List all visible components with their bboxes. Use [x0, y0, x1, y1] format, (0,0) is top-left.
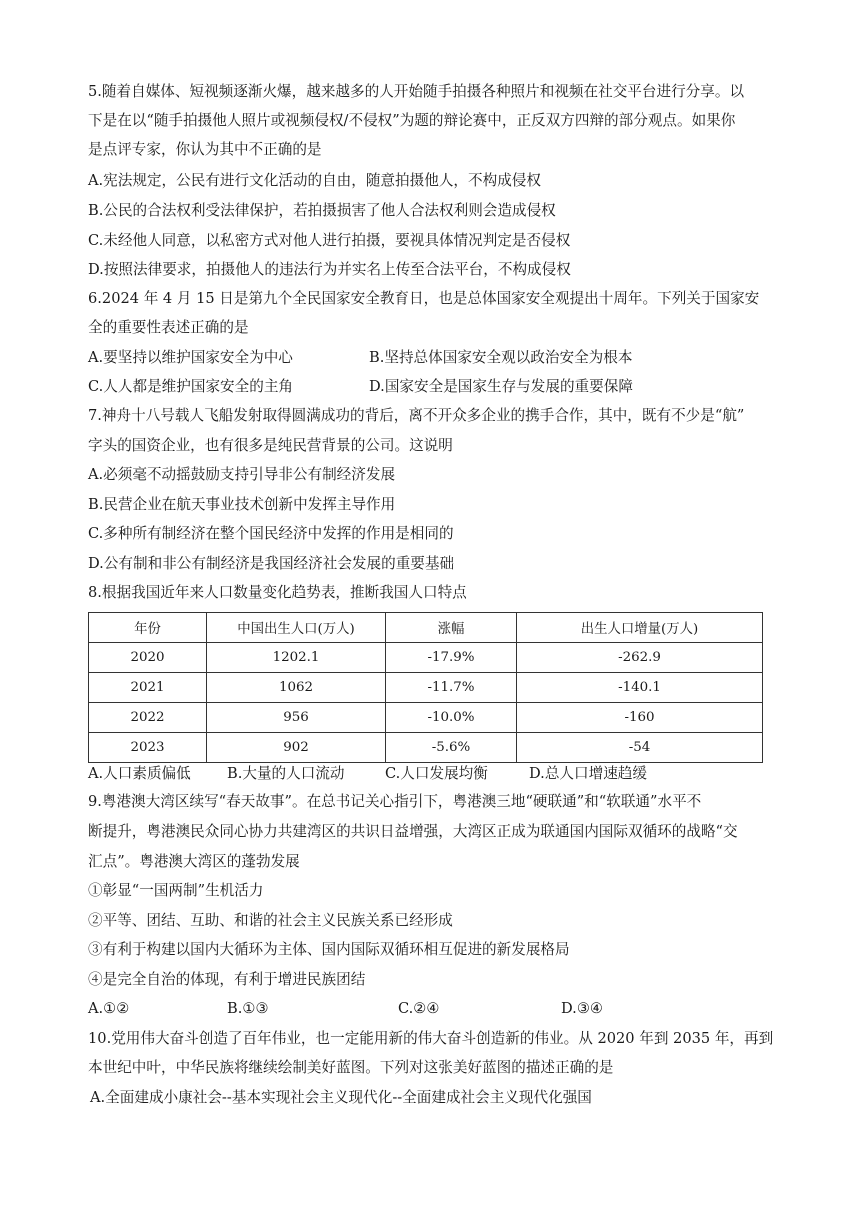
- cell-births: 902: [207, 733, 386, 763]
- q9-option-d: D.③④: [561, 1000, 603, 1017]
- q6-stem-line-1: 6.2024 年 4 月 15 日是第九个全民国家安全教育日，也是总体国家安全观提出十周年。下列关于国家安: [88, 290, 760, 307]
- cell-increment: -54: [517, 733, 763, 763]
- cell-increment: -140.1: [517, 673, 763, 703]
- population-table: [88, 612, 763, 763]
- q9-stem-line-1: 9.粤港澳大湾区续写“春天故事”。在总书记关心指引下，粤港澳三地“硬联通”和“软联通”水平不: [88, 793, 702, 810]
- q5-stem-line-3: 是点评专家，你认为其中不正确的是: [88, 141, 322, 158]
- q9-stem-line-3: 汇点”。粤港澳大湾区的蓬勃发展: [88, 853, 300, 870]
- q9-item-1: ①彰显“一国两制”生机活力: [88, 882, 264, 899]
- q5-option-b: B.公民的合法权利受法律保护，若拍摄损害了他人合法权利则会造成侵权: [88, 202, 556, 219]
- q9-item-2: ②平等、团结、互助、和谐的社会主义民族关系已经形成: [88, 912, 453, 929]
- cell-births: 1202.1: [207, 643, 386, 673]
- q7-option-c: C.多种所有制经济在整个国民经济中发挥的作用是相同的: [88, 525, 454, 542]
- cell-change: -5.6%: [386, 733, 517, 763]
- q9-option-c: C.②④: [398, 1000, 440, 1017]
- cell-births: 1062: [207, 673, 386, 703]
- q6-option-b: B.坚持总体国家安全观以政治安全为根本: [369, 349, 633, 366]
- cell-increment: -160: [517, 703, 763, 733]
- table-row: [89, 673, 763, 703]
- q9-option-a: A.①②: [88, 1000, 130, 1017]
- table-row: [89, 703, 763, 733]
- header-births: 中国出生人口(万人): [207, 613, 386, 643]
- q7-option-a: A.必须毫不动摇鼓励支持引导非公有制经济发展: [88, 466, 396, 483]
- header-increment: 出生人口增量(万人): [517, 613, 763, 643]
- q7-option-b: B.民营企业在航天事业技术创新中发挥主导作用: [88, 496, 396, 513]
- q5-option-d: D.按照法律要求，拍摄他人的违法行为并实名上传至合法平台，不构成侵权: [88, 261, 571, 278]
- header-change: 涨幅: [386, 613, 517, 643]
- q6-option-a: A.要坚持以维护国家安全为中心: [88, 349, 293, 366]
- cell-change: -10.0%: [386, 703, 517, 733]
- q5-stem-line-2: 下是在以“随手拍摄他人照片或视频侵权/不侵权”为题的辩论赛中，正反双方四辩的部分观点。如果你: [88, 112, 736, 129]
- q7-stem-line-2: 字头的国资企业，也有很多是纯民营背景的公司。这说明: [88, 437, 453, 454]
- cell-births: 956: [207, 703, 386, 733]
- q8-option-b: B.大量的人口流动: [227, 765, 345, 782]
- q6-stem-line-2: 全的重要性表述正确的是: [88, 319, 249, 336]
- q9-stem-line-2: 断提升，粤港澳民众同心协力共建湾区的共识日益增强，大湾区正成为联通国内国际双循环的战略“交: [88, 823, 738, 840]
- cell-year: 2021: [89, 673, 207, 703]
- q5-option-c: C.未经他人同意，以私密方式对他人进行拍摄，要视具体情况判定是否侵权: [88, 232, 571, 249]
- header-year: 年份: [89, 613, 207, 643]
- table-header-row: [89, 613, 763, 643]
- q9-item-3: ③有利于构建以国内大循环为主体、国内国际双循环相互促进的新发展格局: [88, 941, 570, 958]
- cell-change: -11.7%: [386, 673, 517, 703]
- cell-year: 2022: [89, 703, 207, 733]
- q8-stem: 8.根据我国近年来人口数量变化趋势表，推断我国人口特点: [88, 584, 467, 601]
- cell-year: 2023: [89, 733, 207, 763]
- q8-option-c: C.人口发展均衡: [385, 765, 488, 782]
- cell-increment: -262.9: [517, 643, 763, 673]
- q6-option-d: D.国家安全是国家生存与发展的重要保障: [369, 378, 633, 395]
- q7-option-d: D.公有制和非公有制经济是我国经济社会发展的重要基础: [88, 555, 455, 572]
- table-row: [89, 733, 763, 763]
- q8-option-d: D.总人口增速趋缓: [529, 765, 647, 782]
- q5-option-a: A.宪法规定，公民有进行文化活动的自由，随意拍摄他人，不构成侵权: [88, 172, 541, 189]
- table-row: [89, 643, 763, 673]
- q9-option-b: B.①③: [227, 1000, 269, 1017]
- q10-stem-line-2: 本世纪中叶，中华民族将继续绘制美好蓝图。下列对这张美好蓝图的描述正确的是: [88, 1059, 614, 1076]
- q9-item-4: ④是完全自治的体现，有利于增进民族团结: [88, 971, 366, 988]
- q7-stem-line-1: 7.神舟十八号载人飞船发射取得圆满成功的背后，离不开众多企业的携手合作，其中，既有不少是“航”: [88, 407, 745, 424]
- q8-option-a: A.人口素质偏低: [88, 765, 191, 782]
- q5-stem-line-1: 5.随着自媒体、短视频逐渐火爆，越来越多的人开始随手拍摄各种照片和视频在社交平台进行分享。以: [88, 83, 745, 100]
- cell-change: -17.9%: [386, 643, 517, 673]
- cell-year: 2020: [89, 643, 207, 673]
- q10-stem-line-1: 10.党用伟大奋斗创造了百年伟业，也一定能用新的伟大奋斗创造新的伟业。从 2020 年到 2035 年，再到: [88, 1030, 774, 1047]
- q6-option-c: C.人人都是维护国家安全的主角: [88, 378, 294, 395]
- q10-option-a: A.全面建成小康社会--基本实现社会主义现代化--全面建成社会主义现代化强国: [90, 1089, 592, 1106]
